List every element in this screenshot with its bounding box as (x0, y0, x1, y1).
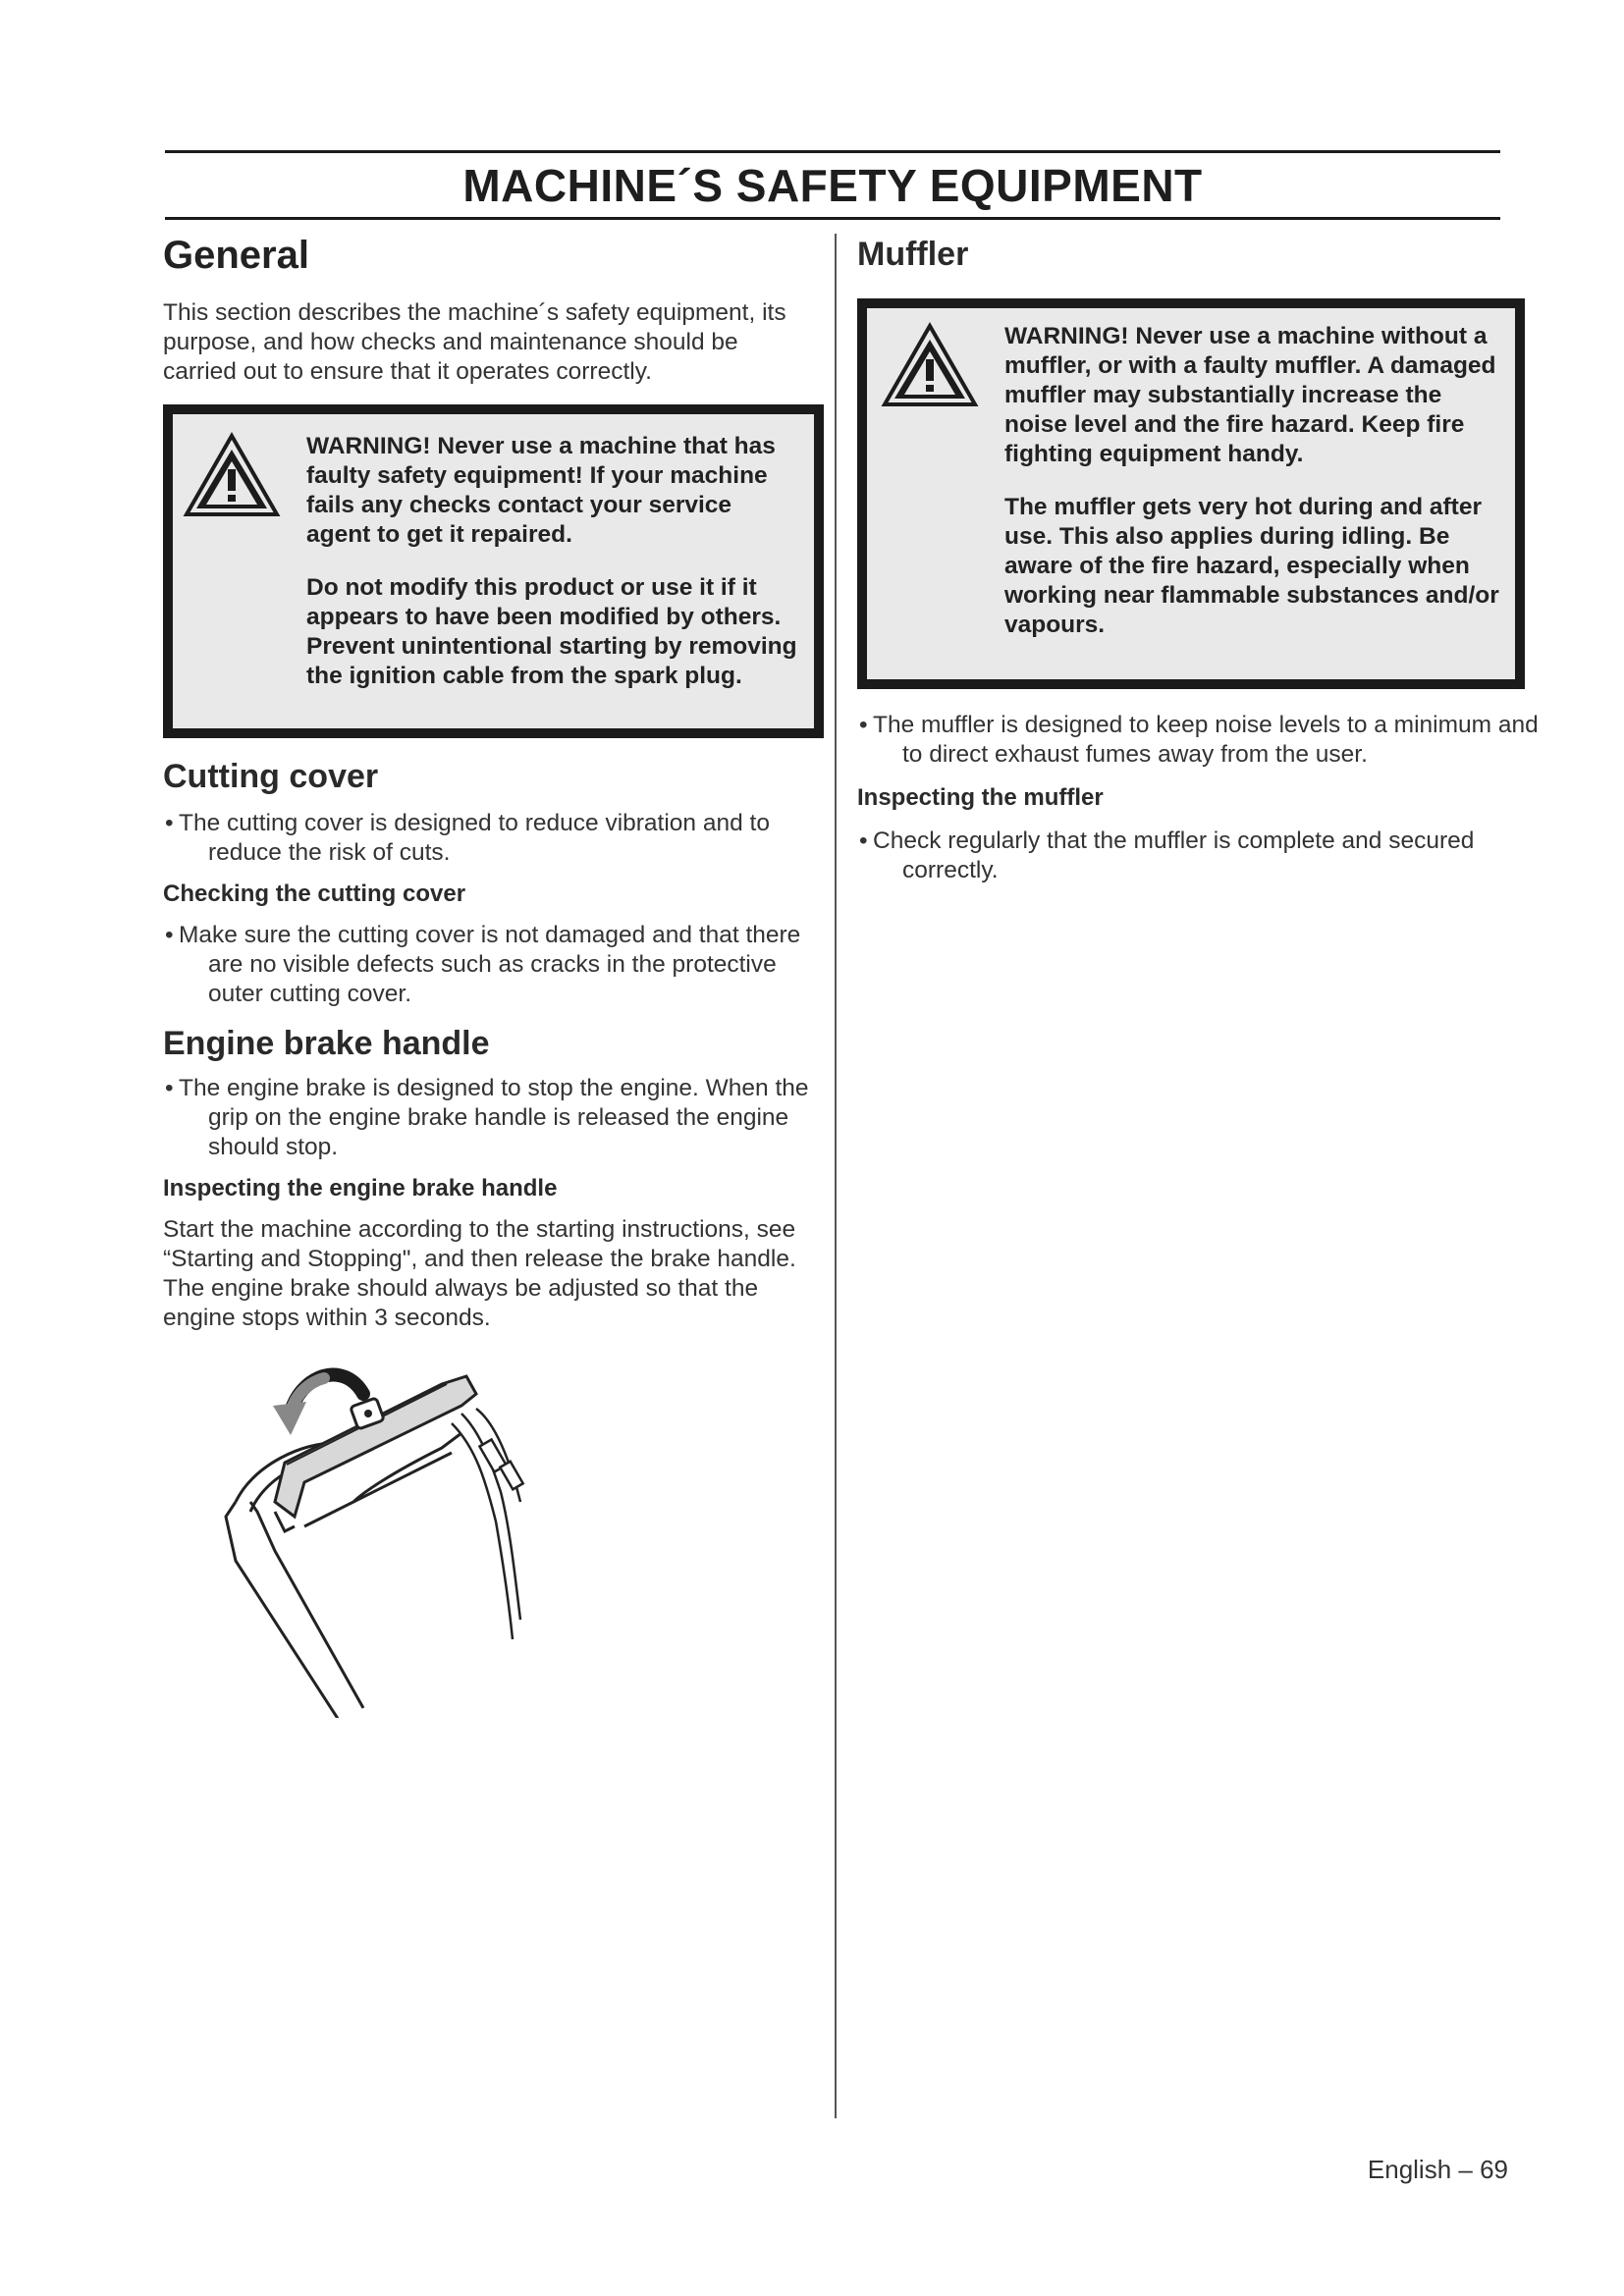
muffler-check-text: Check regularly that the muffler is complete and secured correctly. (873, 828, 1475, 883)
page-footer: English – 69 (1367, 2155, 1508, 2184)
left-column (163, 224, 821, 1333)
header-bottom-rule (165, 217, 1500, 220)
muffler-sub-heading: Inspecting the muffler (857, 784, 1104, 811)
column-divider (835, 234, 837, 2118)
warning-triangle-icon (183, 432, 281, 520)
engine-brake-heading: Engine brake handle (163, 1025, 490, 1062)
cutting-cover-heading: Cutting cover (163, 758, 379, 795)
engine-brake-bullet (163, 1074, 837, 1162)
muffler-warning-box (857, 298, 1525, 689)
engine-brake-bullet-text: The engine brake is designed to stop the engine. When the grip on the engine brake handle is released the engine should stop. (179, 1075, 809, 1160)
muffler-check-bullet (857, 827, 1511, 885)
bullet-dot-icon: • (165, 810, 174, 836)
engine-brake-sub-heading: Inspecting the engine brake handle (163, 1175, 558, 1201)
right-column (857, 224, 1539, 885)
bullet-dot-icon: • (859, 712, 868, 738)
general-heading: General (163, 234, 309, 277)
general-warning-text-2: Do not modify this product or use it if it appears to have been modified by others. Prevent unintentional starting by removing the ignition cable from the spark plug. (306, 574, 797, 689)
cutting-cover-check-text: Make sure the cutting cover is not damaged and that there are no visible defects such as cracks in the protective outer cutting cover. (179, 922, 801, 1007)
bullet-dot-icon: • (165, 1075, 174, 1101)
muffler-bullet-text: The muffler is designed to keep noise levels to a minimum and to direct exhaust fumes away from the user. (873, 712, 1539, 768)
cutting-cover-bullet (163, 809, 817, 868)
general-intro: This section describes the machine´s safety equipment, its purpose, and how checks and maintenance should be carried out to ensure that it operates correctly. (163, 299, 786, 385)
engine-brake-handle-illustration (196, 1355, 648, 1718)
bullet-dot-icon: • (165, 922, 174, 948)
general-warning-box (163, 404, 824, 738)
cutting-cover-sub-heading: Checking the cutting cover (163, 881, 466, 907)
muffler-bullet (857, 711, 1541, 770)
general-warning-text-1: WARNING! Never use a machine that has faulty safety equipment! If your machine fails any checks contact your service agent to get it repaired. (306, 433, 776, 548)
muffler-warning-text-1: WARNING! Never use a machine without a muffler, or with a faulty muffler. A damaged muffler may substantially increase the noise level and the fire hazard. Keep fire fighting equipment handy. (1004, 323, 1496, 467)
muffler-warning-text-2: The muffler gets very hot during and after use. This also applies during idling. Be aware of the fire hazard, especially when working near flammable substances and/or vapours. (1004, 494, 1499, 638)
page-title: MACHINE´S SAFETY EQUIPMENT (462, 160, 1203, 211)
cutting-cover-bullet-text: The cutting cover is designed to reduce vibration and to reduce the risk of cuts. (179, 810, 770, 866)
warning-triangle-icon (881, 322, 979, 410)
header-top-rule (165, 150, 1500, 153)
cutting-cover-check-bullet (163, 921, 827, 1009)
muffler-heading: Muffler (857, 236, 969, 273)
bullet-dot-icon: • (859, 828, 868, 854)
engine-brake-paragraph: Start the machine according to the starting instructions, see “Starting and Stopping", and then release the brake handle. The engine brake should always be adjusted so that the engine stops within 3 seconds. (163, 1216, 796, 1331)
